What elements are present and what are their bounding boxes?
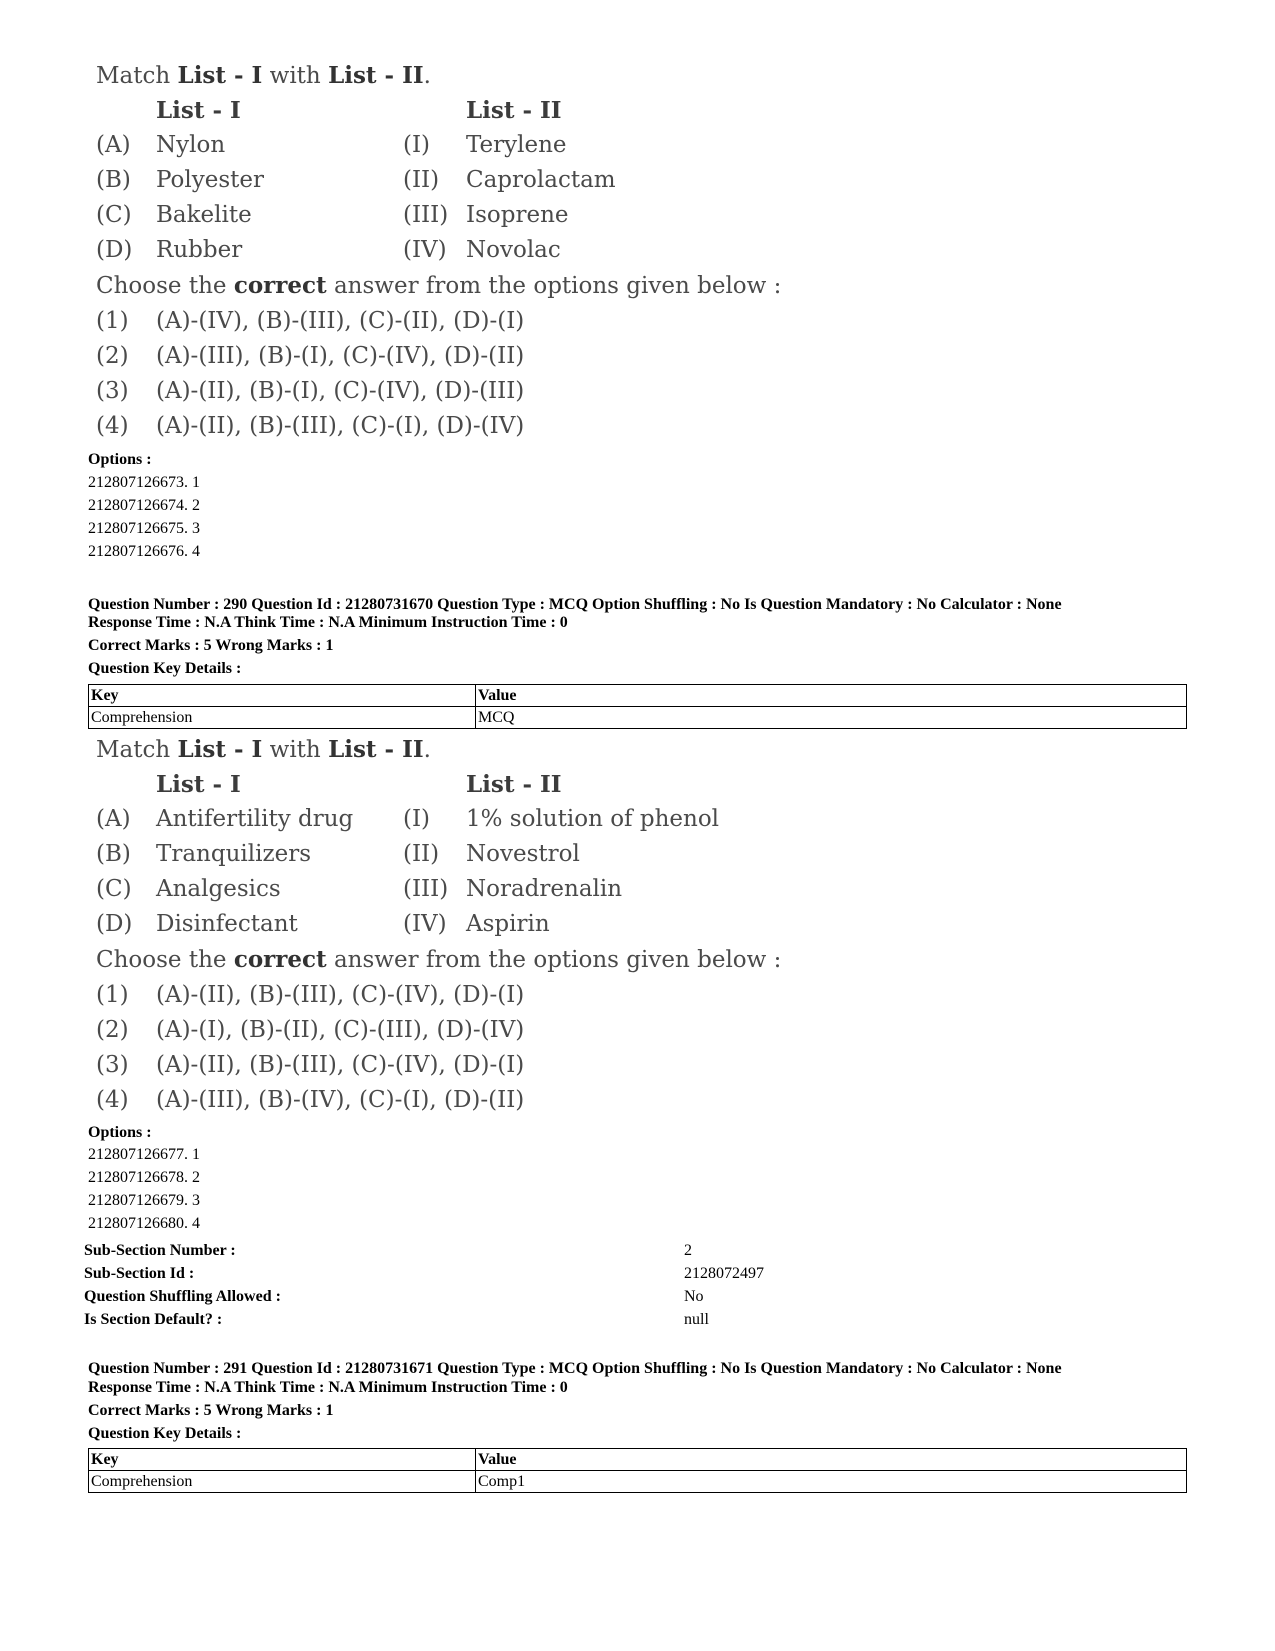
option-item: 212807126674. 2 [88,497,200,514]
row-letter: (D) [96,911,133,937]
key-header: Key [89,1449,476,1471]
row-right: Isoprene [466,202,569,228]
row-right: Noradrenalin [466,876,623,902]
intro-list1: List - I [177,62,263,89]
question-shuffling-label: Question Shuffling Allowed : [84,1288,281,1305]
row-left: Bakelite [156,202,252,228]
list-1-header: List - I [156,771,241,798]
choose-instruction [96,946,781,973]
answer-number: (1) [96,308,129,334]
row-left: Analgesics [156,876,281,902]
option-item: 212807126673. 1 [88,474,200,491]
choose-text: answer from the options given below : [326,947,782,973]
subsection-number-value: 2 [684,1242,692,1259]
subsection-id-label: Sub-Section Id : [84,1265,195,1282]
intro-list2: List - II [328,736,424,763]
intro-text: . [423,63,431,89]
row-letter: (C) [96,202,132,228]
table-row [89,1471,1187,1493]
row-roman: (III) [403,876,449,902]
answer-text: (A)-(I), (B)-(II), (C)-(III), (D)-(IV) [156,1017,525,1043]
row-left: Rubber [156,237,243,263]
row-roman: (IV) [403,237,447,263]
answer-text: (A)-(IV), (B)-(III), (C)-(II), (D)-(I) [156,308,525,334]
intro-list2: List - II [328,62,424,89]
options-label: Options : [88,1124,152,1141]
answer-text: (A)-(II), (B)-(I), (C)-(IV), (D)-(III) [156,378,525,404]
row-roman: (IV) [403,911,447,937]
section-default-label: Is Section Default? : [84,1311,223,1328]
answer-number: (4) [96,413,129,439]
row-right: Novolac [466,237,561,263]
option-item: 212807126678. 2 [88,1169,200,1186]
option-item: 212807126676. 4 [88,543,200,560]
subsection-number-label: Sub-Section Number : [84,1242,236,1259]
row-left: Disinfectant [156,911,298,937]
row-letter: (A) [96,132,131,158]
answer-text: (A)-(III), (B)-(IV), (C)-(I), (D)-(II) [156,1087,525,1113]
row-left: Polyester [156,167,265,193]
option-item: 212807126675. 3 [88,520,200,537]
row-right: 1% solution of phenol [466,806,720,832]
answer-number: (2) [96,343,129,369]
question-key-details-label: Question Key Details : [88,1425,242,1442]
row-right: Novestrol [466,841,580,867]
option-item: 212807126680. 4 [88,1215,200,1232]
key-cell: Comprehension [89,1471,476,1493]
list-2-header: List - II [466,97,562,124]
option-item: 212807126677. 1 [88,1146,200,1163]
list-1-header: List - I [156,97,241,124]
answer-number: (3) [96,378,129,404]
choose-text: answer from the options given below : [326,273,782,299]
key-cell: Comprehension [89,707,476,729]
options-label: Options : [88,451,152,468]
row-left: Nylon [156,132,226,158]
match-instruction [96,62,431,89]
choose-bold: correct [233,272,327,299]
answer-text: (A)-(II), (B)-(III), (C)-(IV), (D)-(I) [156,982,525,1008]
value-cell: MCQ [476,707,1187,729]
intro-text: with [262,737,329,763]
question-marks: Correct Marks : 5 Wrong Marks : 1 [88,637,334,654]
intro-text: . [423,737,431,763]
intro-text: Match [96,63,178,89]
intro-text: with [262,63,329,89]
table-header-row [89,685,1187,707]
match-instruction [96,736,431,763]
list-2-header: List - II [466,771,562,798]
value-header: Value [476,1449,1187,1471]
row-right: Caprolactam [466,167,616,193]
answer-text: (A)-(III), (B)-(I), (C)-(IV), (D)-(II) [156,343,525,369]
row-letter: (B) [96,841,131,867]
choose-text: Choose the [96,273,234,299]
table-header-row [89,1449,1187,1471]
intro-list1: List - I [177,736,263,763]
row-right: Aspirin [466,911,550,937]
table-row [89,707,1187,729]
answer-text: (A)-(II), (B)-(III), (C)-(IV), (D)-(I) [156,1052,525,1078]
row-letter: (B) [96,167,131,193]
answer-number: (3) [96,1052,129,1078]
answer-number: (4) [96,1087,129,1113]
row-letter: (D) [96,237,133,263]
choose-text: Choose the [96,947,234,973]
question-meta-line2: Response Time : N.A Think Time : N.A Minimum Instruction Time : 0 [88,614,568,631]
key-header: Key [89,685,476,707]
question-key-table [88,1448,1187,1493]
row-right: Terylene [466,132,567,158]
question-key-table [88,684,1187,729]
row-roman: (I) [403,806,431,832]
answer-text: (A)-(II), (B)-(III), (C)-(I), (D)-(IV) [156,413,525,439]
value-header: Value [476,685,1187,707]
row-left: Tranquilizers [156,841,311,867]
row-left: Antifertility drug [156,806,354,832]
row-roman: (III) [403,202,449,228]
answer-number: (2) [96,1017,129,1043]
question-key-details-label: Question Key Details : [88,660,242,677]
question-meta-line1: Question Number : 290 Question Id : 21280731670 Question Type : MCQ Option Shuffling : No Is Question Mandatory : No Calculator : None [88,596,1062,613]
row-letter: (A) [96,806,131,832]
row-letter: (C) [96,876,132,902]
question-meta-line1: Question Number : 291 Question Id : 21280731671 Question Type : MCQ Option Shuffling : No Is Question Mandatory : No Calculator : None [88,1360,1062,1377]
choose-instruction [96,272,781,299]
question-meta-line2: Response Time : N.A Think Time : N.A Minimum Instruction Time : 0 [88,1379,568,1396]
answer-number: (1) [96,982,129,1008]
choose-bold: correct [233,946,327,973]
question-marks: Correct Marks : 5 Wrong Marks : 1 [88,1402,334,1419]
subsection-id-value: 2128072497 [684,1265,764,1282]
row-roman: (II) [403,167,440,193]
row-roman: (I) [403,132,431,158]
section-default-value: null [684,1311,709,1328]
intro-text: Match [96,737,178,763]
option-item: 212807126679. 3 [88,1192,200,1209]
value-cell: Comp1 [476,1471,1187,1493]
question-shuffling-value: No [684,1288,704,1305]
row-roman: (II) [403,841,440,867]
